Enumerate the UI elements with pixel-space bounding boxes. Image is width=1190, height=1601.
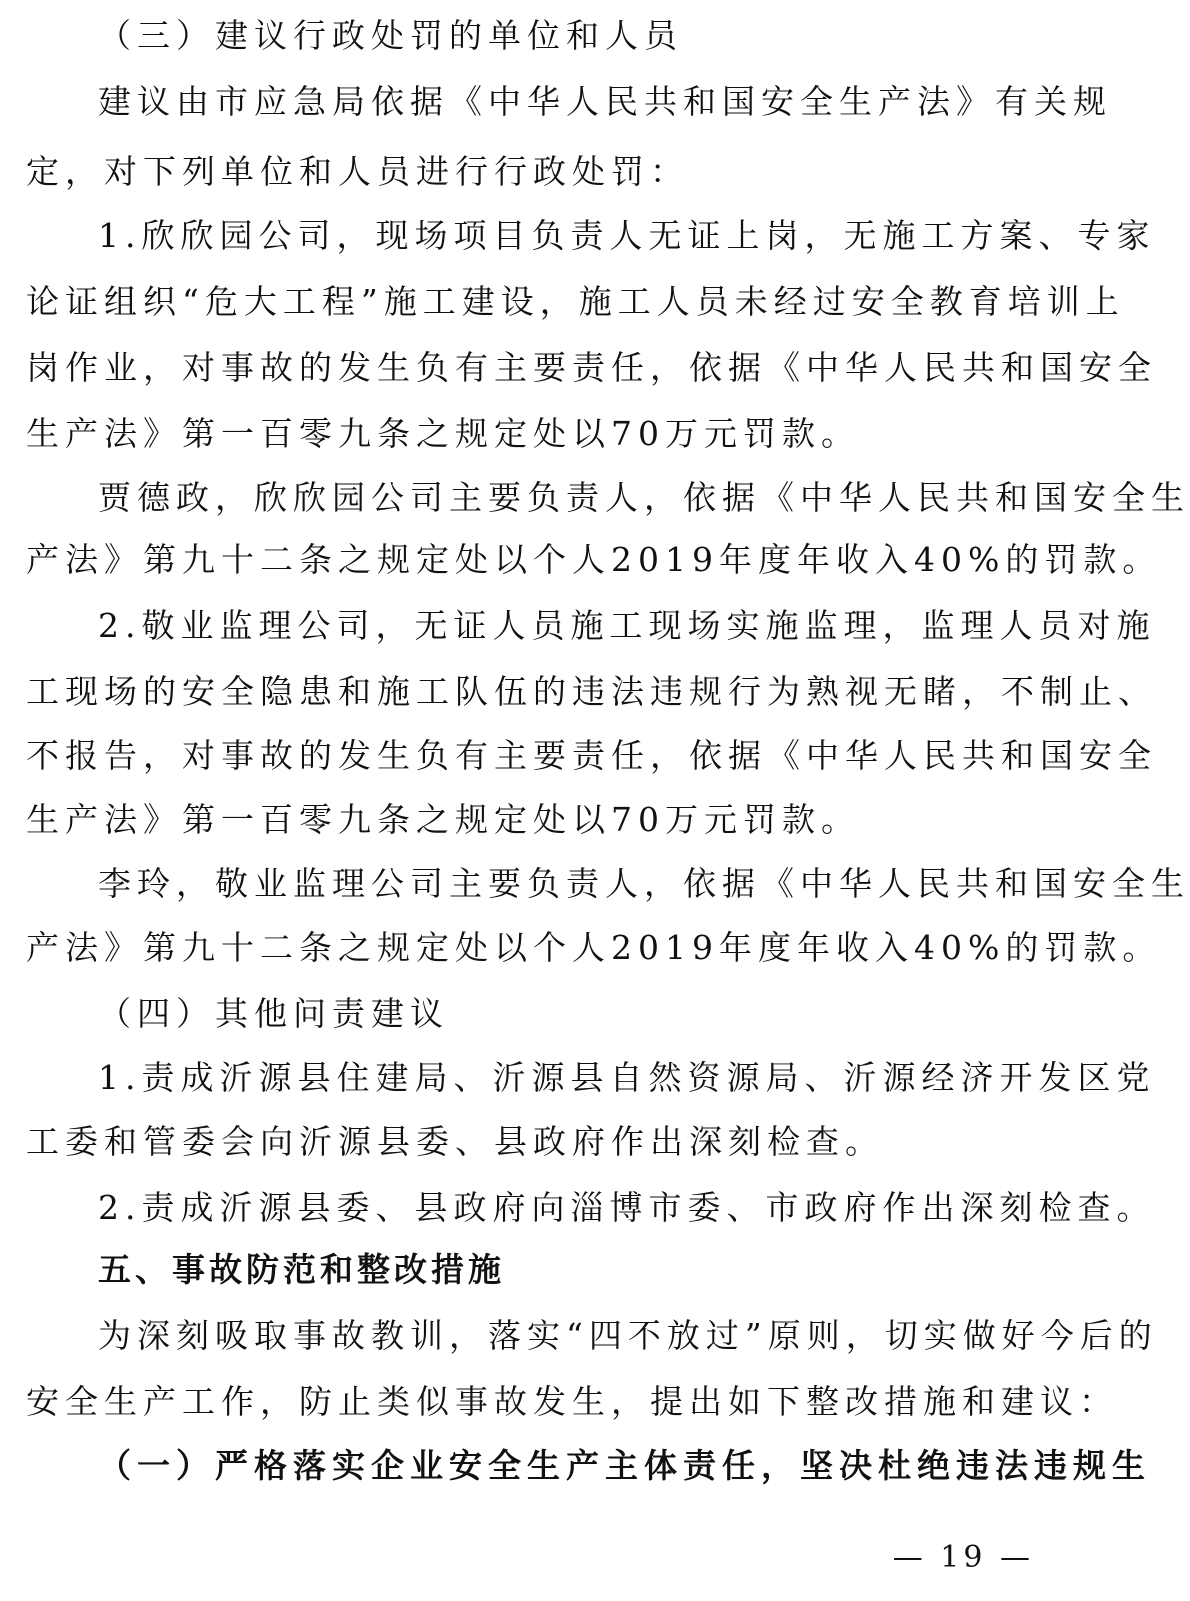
paragraph-line: 生产法》第一百零九条之规定处以70万元罚款。 — [26, 414, 860, 453]
chapter-heading-prevention-measures: 五、事故防范和整改措施 — [98, 1250, 505, 1289]
paragraph-line: 1.责成沂源县住建局、沂源县自然资源局、沂源经济开发区党 — [98, 1058, 1156, 1097]
paragraph-line: 李玲，敬业监理公司主要负责人，依据《中华人民共和国安全生 — [98, 864, 1190, 903]
section-heading-enterprise-responsibility: （一）严格落实企业安全生产主体责任，坚决杜绝违法违规生 — [98, 1446, 1151, 1485]
paragraph-line: 论证组织“危大工程”施工建设，施工人员未经过安全教育培训上 — [26, 282, 1125, 321]
section-heading-administrative-penalty: （三）建议行政处罚的单位和人员 — [98, 16, 683, 55]
paragraph-line: 不报告，对事故的发生负有主要责任，依据《中华人民共和国安全 — [26, 736, 1157, 775]
paragraph-line: 定，对下列单位和人员进行行政处罚： — [26, 152, 689, 191]
paragraph-line: 为深刻吸取事故教训，落实“四不放过”原则，切实做好今后的 — [98, 1316, 1158, 1355]
paragraph-line: 安全生产工作，防止类似事故发生，提出如下整改措施和建议： — [26, 1382, 1118, 1421]
paragraph-line: 建议由市应急局依据《中华人民共和国安全生产法》有关规 — [98, 82, 1112, 121]
paragraph-line: 2.责成沂源县委、县政府向淄博市委、市政府作出深刻检查。 — [98, 1188, 1156, 1227]
paragraph-line: 贾德政，欣欣园公司主要负责人，依据《中华人民共和国安全生 — [98, 478, 1190, 517]
paragraph-line: 生产法》第一百零九条之规定处以70万元罚款。 — [26, 800, 860, 839]
paragraph-line: 2.敬业监理公司，无证人员施工现场实施监理，监理人员对施 — [98, 606, 1156, 645]
paragraph-line: 工现场的安全隐患和施工队伍的违法违规行为熟视无睹，不制止、 — [26, 672, 1157, 711]
paragraph-line: 岗作业，对事故的发生负有主要责任，依据《中华人民共和国安全 — [26, 348, 1157, 387]
paragraph-line: 1.欣欣园公司，现场项目负责人无证上岗，无施工方案、专家 — [98, 216, 1156, 255]
page-number: — 19 — — [892, 1540, 1034, 1575]
paragraph-line: 产法》第九十二条之规定处以个人2019年度年收入40%的罚款。 — [26, 540, 1162, 579]
paragraph-line: 产法》第九十二条之规定处以个人2019年度年收入40%的罚款。 — [26, 928, 1162, 967]
section-heading-other-accountability: （四）其他问责建议 — [98, 994, 449, 1033]
paragraph-line: 工委和管委会向沂源县委、县政府作出深刻检查。 — [26, 1122, 884, 1161]
